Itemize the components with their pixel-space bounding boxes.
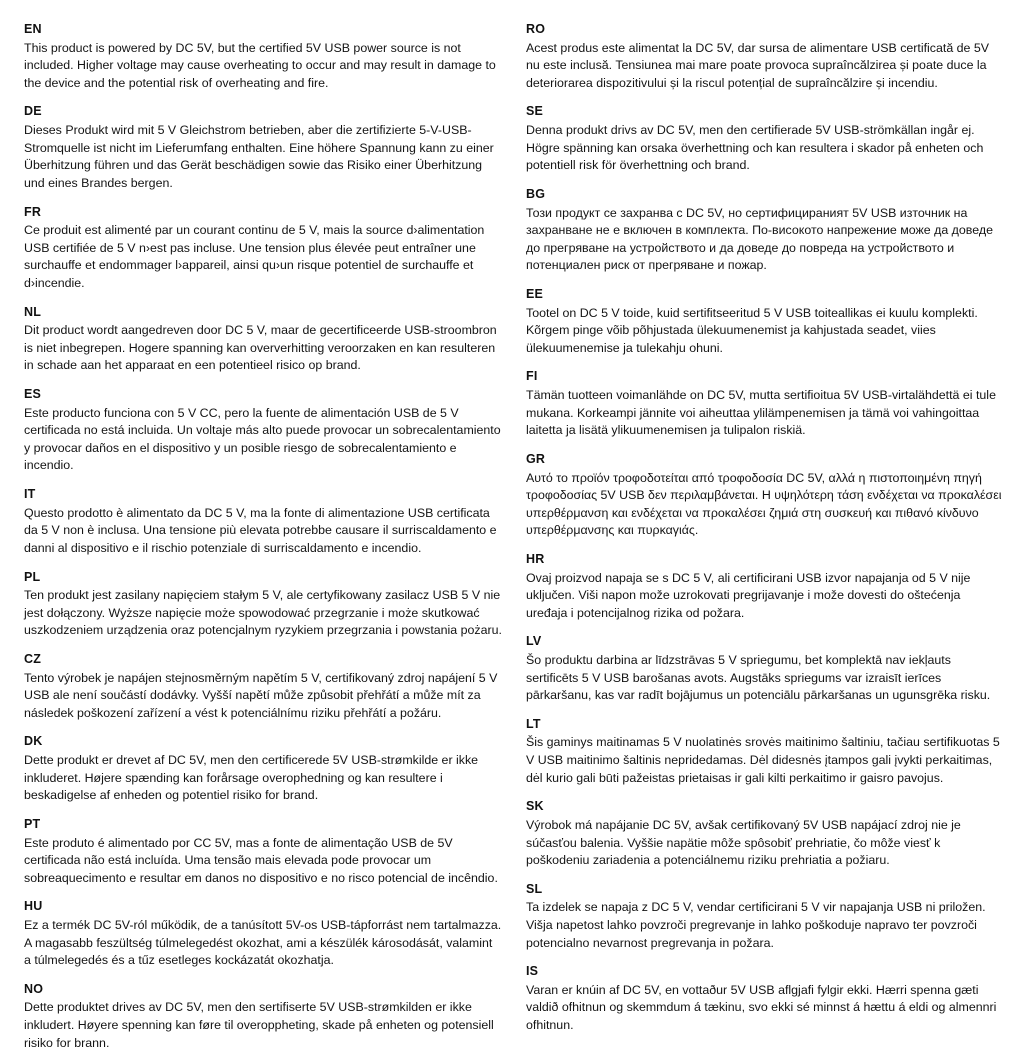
- language-entry-ro: [526, 22, 1004, 92]
- language-entry-fi: [526, 369, 1004, 439]
- language-text: This product is powered by DC 5V, but the certified 5V USB power source is not included. Higher voltage may cause overheating to occur and may result in damage to the device and the potential risk of overheating and fire.: [24, 40, 496, 90]
- language-code: SE: [526, 104, 544, 119]
- language-code: EE: [526, 286, 544, 301]
- language-code: DE: [24, 104, 42, 119]
- language-code: HU: [24, 899, 43, 914]
- language-code: PT: [24, 816, 41, 831]
- language-entry-pt: [24, 817, 502, 887]
- language-text: Ta izdelek se napaja z DC 5 V, vendar certificirani 5 V vir napajanja USB ni priložen. Višja napetost lahko povzroči pregrevanje in lahko poškoduje napravo ter povzroči potencialno nevarnost pregrevanja in požara.: [526, 900, 986, 950]
- language-entry-pl: [24, 570, 502, 640]
- language-code: CZ: [24, 652, 42, 666]
- language-text: Tento výrobek je napájen stejnosměrným napětím 5 V, certifikovaný zdroj napájení 5 V USB ale není součástí dodávky. Vyšší napětí může způsobit přehřátí a může mít za následek poškození zařízení a vést k potenciálnímu riziku přehřátí a požáru.: [24, 670, 498, 720]
- language-text: Ce produit est alimenté par un courant continu de 5 V, mais la source d›alimentation USB certifiée de 5 V n›est pas incluse. Une tension plus élevée peut entraîner une surchauffe et endommager l›appareil, ainsi qu›un risque potentiel de surchauffe et d›incendie.: [24, 223, 485, 290]
- two-column-layout: [24, 22, 1004, 1050]
- language-text: Šo produktu darbina ar līdzstrāvas 5 V spriegumu, bet komplektā nav iekļauts sertificēts 5 V USB barošanas avots. Augstāks spriegums var izraisīt ierīces pārkaršanu, kas var radīt bojājumus un potenciālu pārkaršanas un ugunsgrēka risku.: [526, 653, 991, 703]
- language-text: Varan er knúin af DC 5V, en vottaður 5V USB aflgjafi fylgir ekki. Hærri spenna gæti valdið ofhitnun og skemmdum á tækinu, svo ekki sé minnst á hættu á eldi og almennri ofhitnun.: [526, 982, 997, 1033]
- language-text: Este producto funciona con 5 V CC, pero la fuente de alimentación USB de 5 V certificada no está incluida. Un voltaje más alto puede provocar un sobrecalentamiento y provocar daños en el dispositivo y un posible riesgo de sobrecalentamiento e incendio.: [24, 405, 501, 473]
- language-entry-ee: [526, 287, 1004, 357]
- language-entry-en: [24, 22, 502, 92]
- language-entry-nl: [24, 305, 502, 375]
- language-entry-is: [526, 964, 1004, 1034]
- language-entry-gr: [526, 452, 1004, 540]
- language-text: Questo prodotto è alimentato da DC 5 V, ma la fonte di alimentazione USB certificata da 5 V non è inclusa. Una tensione più elevata potrebbe causare il surriscaldamento e danni al dispositivo e il rischio potenziale di surriscaldamento e incendio.: [24, 505, 497, 555]
- language-code: NO: [24, 981, 44, 996]
- language-code: BG: [526, 186, 546, 201]
- language-text: Dit product wordt aangedreven door DC 5 V, maar de gecertificeerde USB-stroombron is niet inbegrepen. Hogere spanning kan oververhitting veroorzaken en kan resulteren in schade aan het apparaat en een potentieel risico op brand.: [24, 323, 497, 373]
- language-entry-bg: [526, 187, 1004, 275]
- language-text: Šis gaminys maitinamas 5 V nuolatinės srovės maitinimo šaltiniu, tačiau sertifikuotas 5 V USB maitinimo šaltinis nepridedamas. Dėl didesnės įtampos gali įvykti perkaitimas, dėl kurio gali būti pažeistas prietaisas ir gali kilti perkaitimo ir gaisro pavojus.: [526, 735, 1000, 785]
- language-text: Ten produkt jest zasilany napięciem stałym 5 V, ale certyfikowany zasilacz USB 5 V nie jest dołączony. Wyższe napięcie może spowodować przegrzanie i może skutkować uszkodzeniem urządzenia oraz potencjalnym ryzykiem przegrzania i powstania pożaru.: [24, 588, 502, 638]
- language-entry-lt: [526, 717, 1004, 787]
- language-entry-sl: [526, 882, 1004, 952]
- language-entry-hu: [24, 899, 502, 969]
- language-entry-de: [24, 104, 502, 192]
- language-text: Dette produktet drives av DC 5V, men den sertifiserte 5V USB-strømkilden er ikke inkludert. Høyere spenning kan føre til overoppheting, skade på enheten og potensiell risiko for brann.: [24, 1000, 494, 1050]
- language-text: Dette produkt er drevet af DC 5V, men den certificerede 5V USB-strømkilde er ikke inkluderet. Højere spænding kan forårsage overophedning og kan resultere i beskadigelse af enheden og potentiel risiko for brand.: [24, 753, 479, 803]
- left-column: [24, 22, 502, 1050]
- language-entry-es: [24, 387, 502, 475]
- language-entry-hr: [526, 552, 1004, 622]
- language-entry-no: [24, 982, 502, 1052]
- language-code: SK: [526, 799, 544, 814]
- language-text: Αυτό το προϊόν τροφοδοτείται από τροφοδοσία DC 5V, αλλά η πιστοποιημένη πηγή τροφοδοσίας 5V USB δεν περιλαμβάνεται. Η υψηλότερη τάση ενδέχεται να προκαλέσει υπερθέρμανση και ενδέχεται να προκαλέσει ζημιά στη συσκευή και πιθανό κίνδυνο υπερθέρμανσης και πυρκαγιάς.: [526, 470, 1002, 538]
- language-code: SL: [526, 881, 543, 896]
- language-code: IS: [526, 964, 539, 979]
- language-text: Tämän tuotteen voimanlähde on DC 5V, mutta sertifioitua 5V USB-virtalähdettä ei tule mukana. Korkeampi jännite voi aiheuttaa ylilämpenemisen ja tämä voi vahingoittaa laitetta ja lisätä ylikuumenemisen ja tulipalon riskiä.: [526, 388, 996, 438]
- language-code: LT: [526, 716, 541, 731]
- language-text: Este produto é alimentado por CC 5V, mas a fonte de alimentação USB de 5V certificada não está incluída. Uma tensão mais elevada pode provocar um sobreaquecimento e resultar em danos no dispositivo e no risco potencial de incêndio.: [24, 835, 498, 885]
- language-code: GR: [526, 451, 546, 466]
- language-code: DK: [24, 734, 43, 749]
- language-entry-sk: [526, 799, 1004, 869]
- language-entry-fr: [24, 205, 502, 293]
- language-entry-it: [24, 487, 502, 557]
- language-code: ES: [24, 387, 42, 402]
- language-text: Този продукт се захранва с DC 5V, но сертифицираният 5V USB източник на захранване не е включен в комплекта. По-високото напрежение може да доведе до прегряване на устройството и да доведе до повреда на устройството и потенциален риск от прегряване и пожар.: [526, 205, 993, 273]
- language-entry-se: [526, 104, 1004, 174]
- language-code: RO: [526, 22, 546, 36]
- language-text: Výrobok má napájanie DC 5V, avšak certifikovaný 5V USB napájací zdroj nie je súčasťou balenia. Vyššie napätie môže spôsobiť prehriatie, čo môže viesť k poškodeniu zariadenia a potenciálnemu riziku prehriatia a požiaru.: [526, 817, 961, 868]
- language-code: FI: [526, 369, 538, 384]
- language-code: FR: [24, 204, 42, 219]
- language-code: HR: [526, 551, 545, 566]
- language-text: Acest produs este alimentat la DC 5V, dar sursa de alimentare USB certificată de 5V nu este inclusă. Tensiunea mai mare poate provoca supraîncălzirea și poate duce la deteriorarea dispozitivului și la riscul potențial de supraîncălzire și incendiu.: [526, 40, 990, 90]
- language-entry-dk: [24, 734, 502, 804]
- language-code: EN: [24, 22, 42, 36]
- language-text: Denna produkt drivs av DC 5V, men den certifierade 5V USB-strömkällan ingår ej. Högre spänning kan orsaka överhettning och kan resultera i skador på enheten och potentiell risk för överhettning och brand.: [526, 123, 984, 173]
- language-code: PL: [24, 569, 41, 584]
- language-entry-lv: [526, 634, 1004, 704]
- language-entry-cz: [24, 652, 502, 722]
- language-code: NL: [24, 304, 42, 319]
- language-code: IT: [24, 487, 36, 502]
- right-column: [526, 22, 1004, 1033]
- language-code: LV: [526, 634, 542, 649]
- language-text: Ez a termék DC 5V-ról működik, de a tanúsított 5V-os USB-tápforrást nem tartalmazza. A magasabb feszültség túlmelegedést okozhat, ami a készülék károsodását, valamint a túlmelegedés és a tűz esetleges kockázatát okozhatja.: [24, 917, 502, 968]
- language-text: Dieses Produkt wird mit 5 V Gleichstrom betrieben, aber die zertifizierte 5-V-USB-Stromquelle ist nicht im Lieferumfang enthalten. Eine höhere Spannung kann zu einer Überhitzung führen und das Gerät beschädigen sowie das Risiko einer Überhitzung und eines Brandes bergen.: [24, 123, 494, 190]
- language-text: Tootel on DC 5 V toide, kuid sertifitseeritud 5 V USB toiteallikas ei kuulu komplekti. Kõrgem pinge võib põhjustada ülekuumenemist ja kahjustada seadet, viies ülekuumenemise ja tulekahju ohuni.: [526, 305, 978, 355]
- language-text: Ovaj proizvod napaja se s DC 5 V, ali certificirani USB izvor napajanja od 5 V nije uključen. Viši napon može uzrokovati pregrijavanje i može dovesti do oštećenja uređaja i potencijalnog rizika od požara.: [526, 570, 971, 620]
